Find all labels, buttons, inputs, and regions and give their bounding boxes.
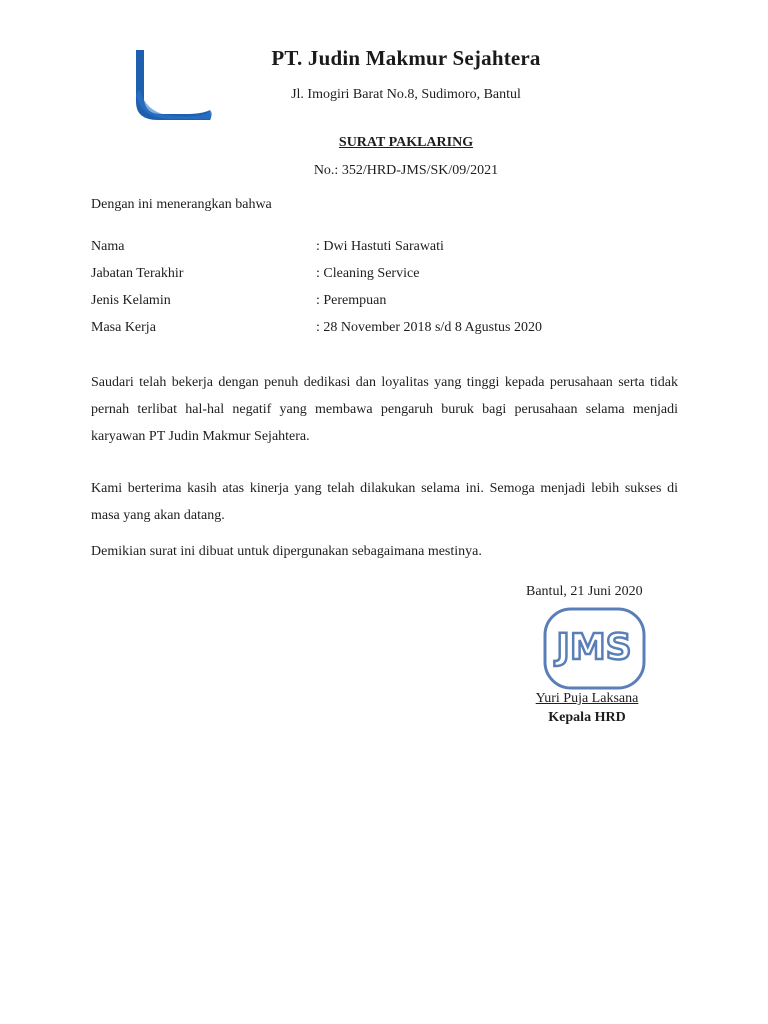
letter-title: SURAT PAKLARING xyxy=(338,135,474,150)
stamp-text: JMS xyxy=(556,627,632,668)
detail-value: : Perempuan xyxy=(316,293,387,308)
letter-number: No.: 352/HRD-JMS/SK/09/2021 xyxy=(313,163,499,178)
body-paragraph-3: Demikian surat ini dibuat untuk dipergunakan sebagaimana mestinya. xyxy=(91,544,482,559)
body-paragraph-1: Saudari telah bekerja dengan penuh dedikasi dan loyalitas yang tinggi kepada perusahaan serta tidak pernah terlibat hal-hal negatif yang membawa pengaruh buruk bagi perusahaan selama menjadi karyawan PT Judin Makmur Sejahtera. xyxy=(91,375,678,444)
detail-row-gender xyxy=(91,291,651,318)
signer-name: Yuri Puja Laksana xyxy=(535,691,639,706)
detail-label: Nama xyxy=(91,239,125,254)
detail-row-name xyxy=(91,237,651,264)
employee-details xyxy=(91,237,651,345)
detail-label: Jenis Kelamin xyxy=(91,293,171,308)
detail-row-work-period xyxy=(91,318,651,345)
company-name: PT. Judin Makmur Sejahtera xyxy=(271,46,541,70)
detail-value: : Dwi Hastuti Sarawati xyxy=(316,239,444,254)
body-paragraph-2: Kami berterima kasih atas kinerja yang telah dilakukan selama ini. Semoga menjadi lebih sukses di masa yang akan datang. xyxy=(91,481,678,523)
intro-text: Dengan ini menerangkan bahwa xyxy=(91,197,272,212)
company-address: Jl. Imogiri Barat No.8, Sudimoro, Bantul xyxy=(291,87,521,102)
detail-label: Jabatan Terakhir xyxy=(91,266,184,281)
detail-value: : Cleaning Service xyxy=(316,266,420,281)
detail-value: : 28 November 2018 s/d 8 Agustus 2020 xyxy=(316,320,542,335)
company-stamp xyxy=(542,606,647,691)
detail-label: Masa Kerja xyxy=(91,320,156,335)
place-date: Bantul, 21 Juni 2020 xyxy=(526,584,643,599)
signer-title: Kepala HRD xyxy=(548,710,626,725)
detail-row-position xyxy=(91,264,651,291)
